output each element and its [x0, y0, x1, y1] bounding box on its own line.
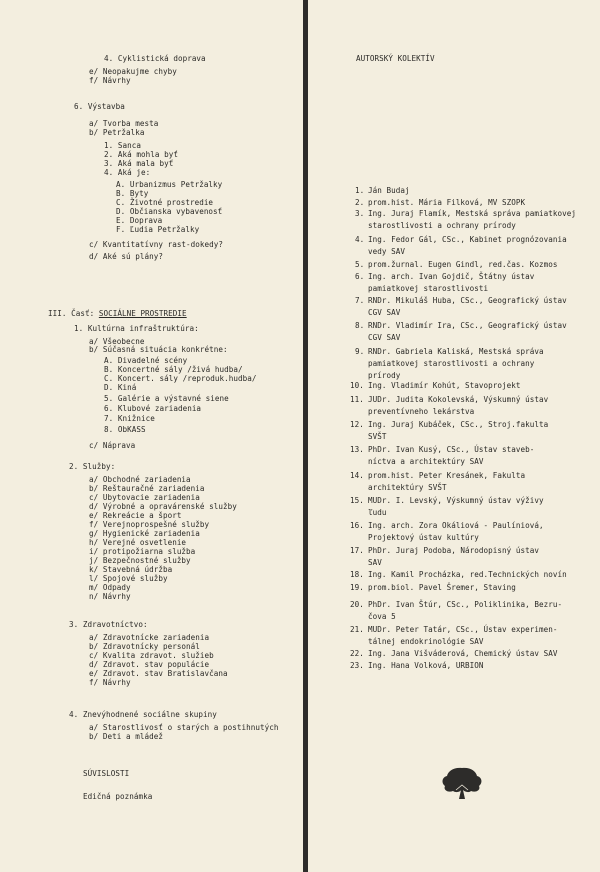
part-heading	[48, 309, 187, 318]
author-entry-line: pamiatkovej starostlivosti a ochrany	[368, 359, 535, 368]
author-entry-line: Ján Budaj	[368, 186, 410, 195]
author-number: 6.	[355, 272, 365, 281]
contents-item: 5. Galérie a výstavné siene	[104, 394, 229, 403]
author-entry-line: Projektový ústav kultúry	[368, 533, 479, 542]
author-entry-line: SVŠT	[368, 432, 387, 441]
contents-item: 2. Aká mohla byť	[104, 150, 178, 159]
contents-item: b/ Súčasná situácia konkrétne:	[89, 345, 228, 354]
contents-item: 4. Aká je:	[104, 168, 151, 177]
author-number: 23.	[350, 661, 364, 670]
contents-item: c/ Kvantitatívny rast-dokedy?	[89, 240, 224, 249]
author-entry-line: RNDr. Gabriela Kaliská, Mestská správa	[368, 347, 544, 356]
author-entry-line: CGV SAV	[368, 308, 401, 317]
part-subtitle: SOCIÁLNE PROSTREDIE	[98, 309, 187, 318]
author-number: 21.	[350, 625, 364, 634]
author-entry-line: tálnej endokrinológie SAV	[368, 637, 484, 646]
author-entry-line: architektúry SVŠT	[368, 483, 447, 492]
author-entry-line: Ing. Vladimír Kohút, Stavoprojekt	[368, 381, 521, 390]
author-entry-line: prom.biol. Pavel Šremer, Staving	[368, 583, 516, 592]
author-entry-line: Ing. Kamil Procházka, red.Technických novín	[368, 570, 567, 579]
contents-item: C. Koncert. sály /reproduk.hudba/	[104, 374, 257, 383]
contents-item: C. Životné prostredie	[116, 198, 214, 207]
contents-item: c/ Ubytovacie zariadenia	[89, 493, 200, 502]
contents-item: e/ Rekreácie a šport	[89, 511, 182, 520]
contents-item: a/ Zdravotnícke zariadenia	[89, 633, 210, 642]
contents-item: a/ Obchodné zariadenia	[89, 475, 191, 484]
author-entry-line: RNDr. Vladimír Ira, CSc., Geografický ústav	[368, 321, 567, 330]
author-entry-line: pamiatkovej starostlivosti	[368, 284, 489, 293]
section-heading: 2. Služby:	[69, 462, 116, 471]
author-entry-line: CGV SAV	[368, 333, 401, 342]
contents-item: A. Urbanizmus Petržalky	[116, 180, 223, 189]
contents-item: n/ Návrhy	[89, 592, 131, 601]
contents-item: F. Ľudia Petržalky	[116, 225, 200, 234]
author-entry-line: SAV	[368, 558, 382, 567]
author-entry-line: ľudu	[368, 508, 387, 517]
contents-item: c/ Náprava	[89, 441, 136, 450]
author-entry-line: Ing. Fedor Gál, CSc., Kabinet prognózovania	[368, 235, 567, 244]
contents-item: f/ Verejnoprospešné služby	[89, 520, 210, 529]
author-entry-line: prom.hist. Peter Kresánek, Fakulta	[368, 471, 526, 480]
contents-item: a/ Tvorba mesta	[89, 119, 159, 128]
contents-item: 3. Aká mala byť	[104, 159, 174, 168]
author-entry-line: preventívneho lekárstva	[368, 407, 475, 416]
contents-item: k/ Stavebná údržba	[89, 565, 173, 574]
contents-item: 7. Knižnice	[104, 414, 155, 423]
part-title: III. Časť:	[48, 309, 95, 318]
author-entry-line: níctva a architektúry SAV	[368, 457, 484, 466]
author-number: 1.	[355, 186, 365, 195]
author-entry-line: vedy SAV	[368, 247, 405, 256]
contents-item: b/ Zdravotnícky personál	[89, 642, 200, 651]
authors-heading: AUTORSKÝ KOLEKTÍV	[356, 54, 435, 63]
author-number: 11.	[350, 395, 364, 404]
author-number: 17.	[350, 546, 364, 555]
author-number: 3.	[355, 209, 365, 218]
contents-item: e/ Zdravot. stav Bratislavčana	[89, 669, 228, 678]
section-heading: 1. Kultúrna infraštruktúra:	[74, 324, 199, 333]
author-number: 5.	[355, 260, 365, 269]
contents-item: e/ Neopakujme chyby	[89, 67, 177, 76]
author-number: 8.	[355, 321, 365, 330]
contents-item: D. Kiná	[104, 383, 137, 392]
author-entry-line: JUDr. Judita Kokolevská, Výskumný ústav	[368, 395, 549, 404]
contents-item: f/ Návrhy	[89, 76, 131, 85]
author-number: 16.	[350, 521, 364, 530]
contents-item: f/ Návrhy	[89, 678, 131, 687]
contents-item: d/ Zdravot. stav populácie	[89, 660, 210, 669]
column-divider	[303, 0, 308, 872]
author-entry-line: prom.hist. Mária Filková, MV SZOPK	[368, 198, 526, 207]
contents-item: 6. Klubové zariadenia	[104, 404, 202, 413]
author-number: 19.	[350, 583, 364, 592]
author-entry-line: čova 5	[368, 612, 396, 621]
section-heading: 4. Znevýhodnené sociálne skupiny	[69, 710, 217, 719]
author-entry-line: RNDr. Mikuláš Huba, CSc., Geografický ústav	[368, 296, 567, 305]
author-number: 22.	[350, 649, 364, 658]
author-entry-line: prom.žurnal. Eugen Gindl, red.čas. Kozmos	[368, 260, 558, 269]
author-number: 9.	[355, 347, 365, 356]
author-entry-line: Ing. Hana Volková, URBION	[368, 661, 484, 670]
contents-item-edicna: Edičná poznámka	[83, 792, 153, 801]
author-entry-line: Ing. arch. Ivan Gojdič, Štátny ústav	[368, 272, 535, 281]
author-number: 20.	[350, 600, 364, 609]
contents-item: B. Byty	[116, 189, 149, 198]
author-entry-line: PhDr. Ivan Kusý, CSc., Ústav staveb-	[368, 445, 535, 454]
contents-item: m/ Odpady	[89, 583, 131, 592]
author-number: 10.	[350, 381, 364, 390]
contents-item: 4. Cyklistická doprava	[104, 54, 206, 63]
contents-item-suvislosti: SÚVISLOSTI	[83, 769, 130, 778]
contents-item: i/ protipožiarna služba	[89, 547, 196, 556]
author-entry-line: Ing. arch. Zora Okáliová - Paulíniová,	[368, 521, 544, 530]
contents-item: c/ Kvalita zdravot. služieb	[89, 651, 214, 660]
author-entry-line: PhDr. Juraj Podoba, Národopisný ústav	[368, 546, 540, 555]
contents-item: a/ Starostlivosť o starých a postihnutých	[89, 723, 279, 732]
author-number: 4.	[355, 235, 365, 244]
tree-icon	[440, 765, 484, 801]
author-entry-line: starostlivosti a ochrany prírody	[368, 221, 516, 230]
author-number: 14.	[350, 471, 364, 480]
contents-item: b/ Deti a mládež	[89, 732, 163, 741]
author-entry-line: MUDr. Peter Tatár, CSc., Ústav experimen-	[368, 625, 558, 634]
author-number: 18.	[350, 570, 364, 579]
contents-item: E. Doprava	[116, 216, 163, 225]
contents-item: A. Divadelné scény	[104, 356, 188, 365]
section-heading: 3. Zdravotníctvo:	[69, 620, 148, 629]
author-number: 12.	[350, 420, 364, 429]
author-entry-line: prírody	[368, 371, 401, 380]
author-number: 15.	[350, 496, 364, 505]
contents-item: h/ Verejné osvetlenie	[89, 538, 187, 547]
contents-item: b/ Reštauračné zariadenia	[89, 484, 205, 493]
contents-item: D. Občianska vybavenosť	[116, 207, 223, 216]
contents-item: d/ Aké sú plány?	[89, 252, 163, 261]
author-number: 2.	[355, 198, 365, 207]
author-entry-line: PhDr. Ivan Štúr, CSc., Poliklinika, Bezru-	[368, 600, 563, 609]
contents-item: 1. Sanca	[104, 141, 141, 150]
section-heading: 6. Výstavba	[74, 102, 125, 111]
contents-item: d/ Výrobné a opravárenské služby	[89, 502, 237, 511]
author-entry-line: Ing. Juraj Flamík, Mestská správa pamiatkovej	[368, 209, 576, 218]
contents-item: b/ Petržalka	[89, 128, 145, 137]
author-entry-line: MUDr. I. Levský, Výskumný ústav výživy	[368, 496, 544, 505]
contents-item: 8. ObKASS	[104, 425, 146, 434]
contents-item: a/ Všeobecne	[89, 337, 145, 346]
author-number: 7.	[355, 296, 365, 305]
author-entry-line: Ing. Jana Višváderová, Chemický ústav SAV	[368, 649, 558, 658]
author-number: 13.	[350, 445, 364, 454]
contents-item: l/ Spojové služby	[89, 574, 168, 583]
contents-item: g/ Hygienické zariadenia	[89, 529, 200, 538]
contents-item: B. Koncertné sály /živá hudba/	[104, 365, 243, 374]
contents-item: j/ Bezpečnostné služby	[89, 556, 191, 565]
author-entry-line: Ing. Juraj Kubáček, CSc., Stroj.fakulta	[368, 420, 549, 429]
